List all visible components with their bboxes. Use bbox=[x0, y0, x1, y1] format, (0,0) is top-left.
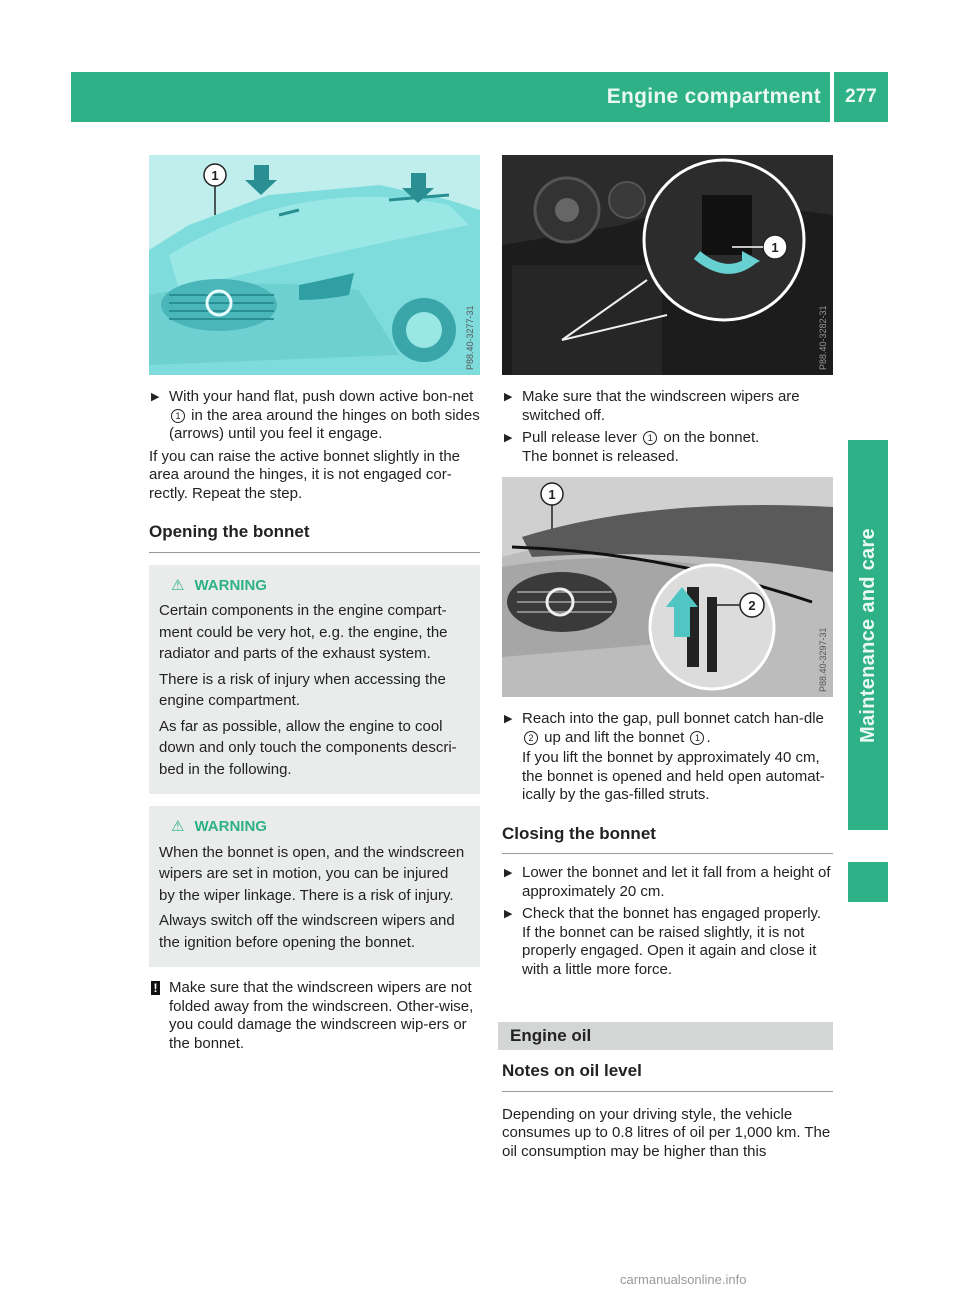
step-text: . bbox=[706, 728, 711, 746]
warning-title: WARNING bbox=[194, 576, 267, 594]
step-text: in the area around the hinges on both sides (arrows) until you feel it engage. bbox=[169, 406, 480, 442]
result-lift: If you lift the bonnet by approximately 40 cm, the bonnet is opened and held open automat-ically by the gas-filled struts. bbox=[522, 749, 825, 803]
step-arrow-icon: ▶ bbox=[151, 391, 160, 403]
step-text: Check that the bonnet has engaged properly. If the bonnet can be raised slightly, it is not properly engaged. Open it again and close it with a little more force. bbox=[522, 905, 822, 978]
callout-1-icon: 1 bbox=[171, 409, 185, 423]
section-bar-engine-oil bbox=[498, 1022, 833, 1050]
section-title: Engine compartment bbox=[606, 85, 821, 108]
fig1-callout-1: 1 bbox=[211, 168, 219, 183]
heading-rule bbox=[149, 552, 480, 553]
warning-box-wipers bbox=[149, 806, 480, 967]
right-column-bottom bbox=[502, 710, 833, 983]
step-arrow-icon: ▶ bbox=[504, 867, 513, 879]
page-number: 277 bbox=[834, 72, 888, 122]
fig3-code: P88.40-3297-31 bbox=[818, 627, 828, 692]
chapter-marker bbox=[848, 862, 888, 902]
warning-text: When the bonnet is open, and the windscreen wipers are set in motion, you can be injured by the wiper linkage. There is a risk of injury. bbox=[159, 843, 465, 904]
warning-heading bbox=[159, 816, 468, 838]
notice-icon: ! bbox=[151, 981, 160, 995]
note-wipers bbox=[149, 979, 480, 1053]
fig2-code: P88.40-3282-31 bbox=[818, 305, 828, 370]
step-text: With your hand flat, push down active bon-net bbox=[169, 388, 474, 405]
warning-text: There is a risk of injury when accessing the engine compartment. bbox=[159, 670, 446, 709]
heading-rule bbox=[502, 853, 833, 854]
paragraph-oil-consumption: Depending on your driving style, the vehicle consumes up to 0.8 litres of oil per 1,000 km. The oil consumption may be higher than this bbox=[502, 1105, 831, 1160]
step-pull-lever bbox=[502, 429, 833, 448]
step-arrow-icon: ▶ bbox=[504, 713, 513, 725]
step-text: Reach into the gap, pull bonnet catch han-dle bbox=[522, 710, 824, 727]
chapter-tab-label: Maintenance and care bbox=[856, 527, 879, 743]
fig3-callout-2: 2 bbox=[748, 598, 756, 613]
heading-opening-bonnet: Opening the bonnet bbox=[149, 522, 310, 541]
fig1-code: P88.40-3277-31 bbox=[465, 305, 475, 370]
right-column-oil bbox=[502, 1062, 833, 1165]
fig3-callout-1: 1 bbox=[548, 487, 556, 502]
step-lower-bonnet bbox=[502, 864, 833, 901]
paragraph-engaged: If you can raise the active bonnet slightly in the area around the hinges, it is not engaged cor-rectly. Repeat the step. bbox=[149, 447, 461, 502]
chapter-tab-label-wrap bbox=[848, 440, 888, 830]
step-arrow-icon: ▶ bbox=[504, 391, 513, 403]
step-text: Lower the bonnet and let it fall from a height of approximately 20 cm. bbox=[522, 864, 831, 900]
callout-1-icon: 1 bbox=[643, 431, 657, 445]
step-text: Make sure that the windscreen wipers are switched off. bbox=[522, 388, 800, 424]
footer-watermark: carmanualsonline.info bbox=[620, 1272, 747, 1287]
warning-text: As far as possible, allow the engine to cool down and only touch the components descri-bed in the following. bbox=[159, 717, 457, 778]
warning-heading bbox=[159, 575, 468, 597]
step-text: up and lift the bonnet bbox=[544, 728, 685, 746]
step-switch-off-wipers bbox=[502, 388, 833, 425]
warning-box-hot-components bbox=[149, 565, 480, 795]
figure-bonnet-catch bbox=[502, 477, 833, 697]
step-reach-catch bbox=[502, 710, 833, 747]
warning-triangle-icon: ⚠ bbox=[171, 818, 185, 835]
left-column bbox=[149, 388, 480, 1053]
heading-closing-bonnet: Closing the bonnet bbox=[502, 823, 656, 843]
callout-2-icon: 2 bbox=[524, 731, 538, 745]
figure-release-lever bbox=[502, 155, 833, 375]
step-arrow-icon: ▶ bbox=[504, 908, 513, 920]
note-text: Make sure that the windscreen wipers are not folded away from the windscreen. Other-wise, you could damage the windscreen wip-ers or the bonnet. bbox=[169, 979, 474, 1052]
result-released: The bonnet is released. bbox=[522, 447, 679, 465]
step-arrow-icon: ▶ bbox=[504, 432, 513, 444]
heading-notes-oil-level: Notes on oil level bbox=[502, 1061, 642, 1080]
step-check-engaged bbox=[502, 905, 833, 979]
warning-text: Always switch off the windscreen wipers and the ignition before opening the bonnet. bbox=[159, 912, 455, 951]
warning-text: Certain components in the engine compart-ment could be very hot, e.g. the engine, the radiator and parts of the exhaust system. bbox=[159, 602, 448, 662]
figure-active-bonnet bbox=[149, 155, 480, 375]
fig2-callout-1: 1 bbox=[771, 240, 779, 255]
callout-1-icon: 1 bbox=[690, 731, 704, 745]
warning-title: WARNING bbox=[194, 818, 267, 835]
step-push-bonnet bbox=[149, 388, 480, 444]
section-title-engine-oil: Engine oil bbox=[510, 1026, 592, 1045]
warning-triangle-icon: ⚠ bbox=[171, 576, 185, 594]
step-text: Pull release lever bbox=[522, 429, 638, 446]
header-bar bbox=[71, 72, 830, 122]
step-text: on the bonnet. bbox=[663, 429, 760, 446]
right-column-top bbox=[502, 388, 833, 470]
heading-rule bbox=[502, 1091, 833, 1092]
